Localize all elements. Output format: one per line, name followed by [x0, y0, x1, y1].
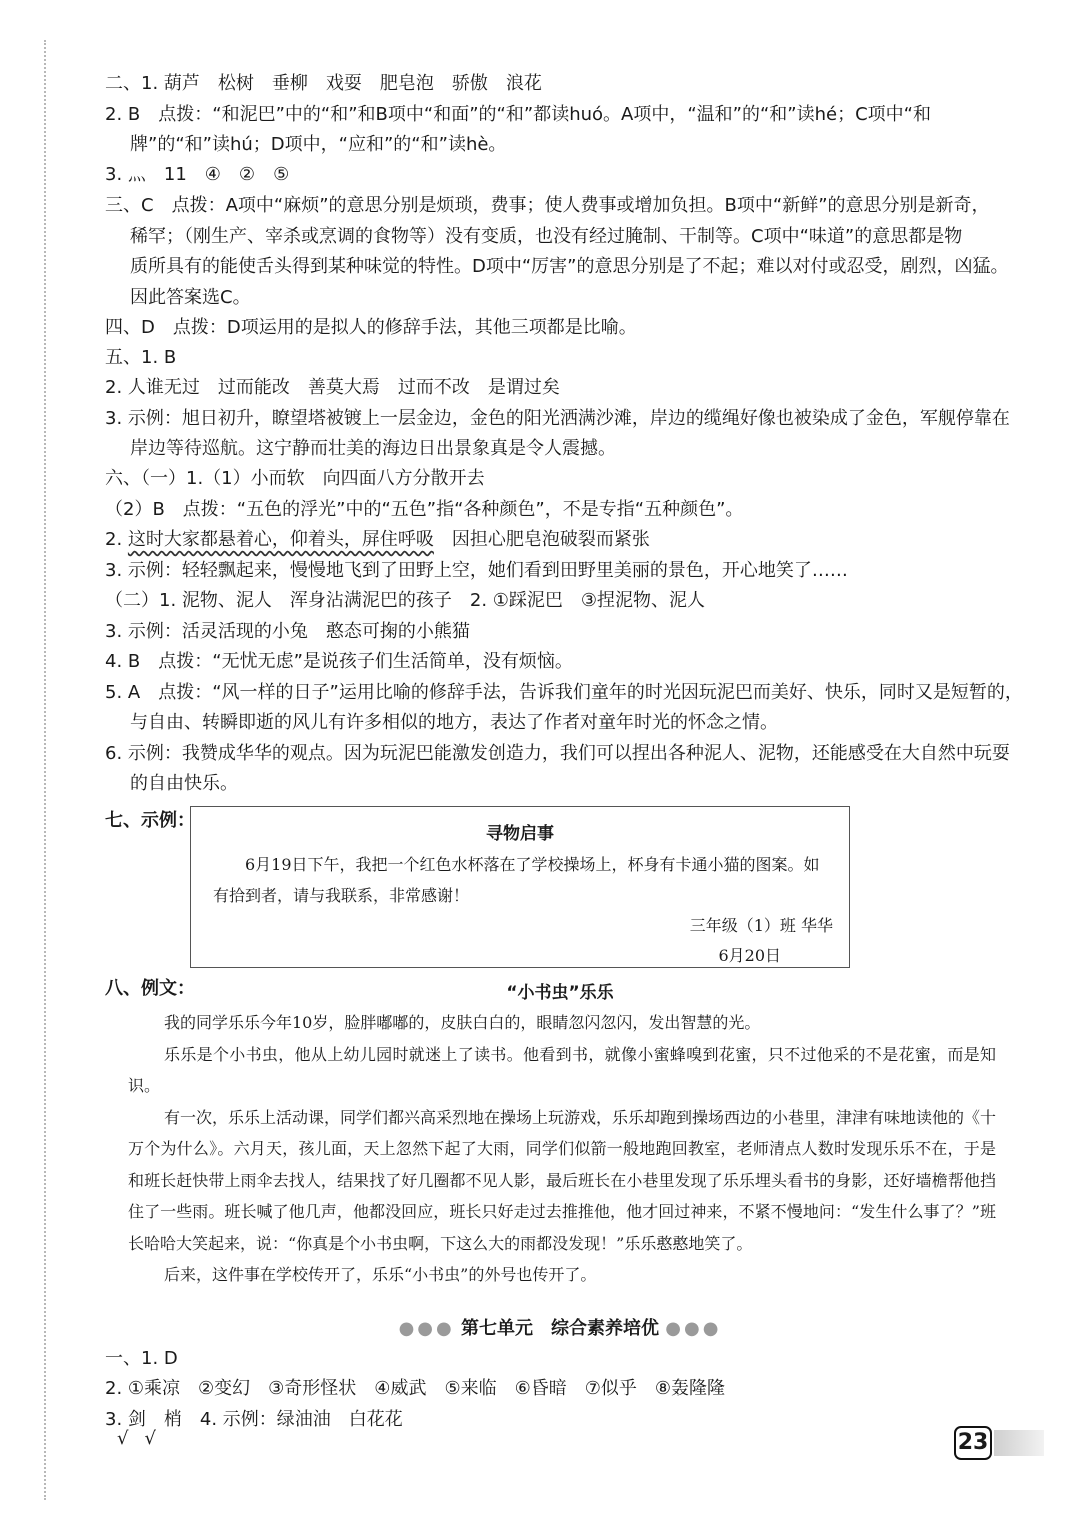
essay-body — [128, 1007, 996, 1291]
notice-title: 寻物启事 — [486, 824, 554, 844]
answer-line: 2. ①乘凉 ②变幻 ③奇形怪状 ④威武 ⑤来临 ⑥昏暗 ⑦似乎 ⑧轰隆隆 — [105, 1378, 725, 1399]
answer-line — [105, 529, 1005, 551]
notice-body-text: 6月19日下午，我把一个红色水杯落在了学校操场上，杯身有卡通小猫的图案。如有拾到者，请与我联系，非常感谢！ — [213, 855, 820, 905]
section-label: 八、例文： — [105, 978, 195, 999]
answer-line: 因此答案选C。 — [130, 287, 251, 308]
answer-line: （2）B 点拨：“五色的浮光”中的“五色”指“各种颜色”，不是专指“五种颜色”。 — [105, 499, 744, 520]
answer-line: 2. 人谁无过 过而能改 善莫大焉 过而不改 是谓过矣 — [105, 377, 560, 398]
answer-line: 三、C 点拨：A项中“麻烦”的意思分别是烦琐，费事；使人费事或增加负担。B项中“新鲜”的意思分别是新奇， — [105, 195, 990, 216]
answer-line: 3. 剑 梢 4. 示例：绿油油 白花花 — [105, 1409, 403, 1430]
page-number-bar — [994, 1430, 1044, 1456]
answer-line: 五、1. B — [105, 347, 177, 368]
essay-paragraph: 后来，这件事在学校传开了，乐乐“小书虫”的外号也传开了。 — [164, 1265, 597, 1284]
answer-line: 二、1. 葫芦 松树 垂柳 戏耍 肥皂泡 骄傲 浪花 — [105, 73, 542, 94]
answer-line: 3. 灬 11 ④ ② ⑤ — [105, 164, 290, 185]
underlined-quote: 这时大家都悬着心，仰着头，屏住呼吸 — [127, 529, 434, 550]
answer-line: 的自由快乐。 — [130, 773, 238, 794]
decor-dots-right: ●●● — [665, 1318, 722, 1339]
decor-dots-left: ●●● — [398, 1318, 455, 1339]
answer-line: 岸边等待巡航。这宁静而壮美的海边日出景象真是令人震撼。 — [130, 438, 616, 459]
notice-body — [213, 849, 831, 911]
answer-line: 六、（一）1.（1）小而软 向四面八方分散开去 — [105, 468, 485, 489]
answer-line: 3. 示例：轻轻飘起来，慢慢地飞到了田野上空，她们看到田野里美丽的景色，开心地笑了…… — [105, 560, 848, 581]
unit-heading — [290, 1314, 830, 1340]
binding-margin-line — [44, 40, 46, 1500]
essay-title: “小书虫”乐乐 — [506, 983, 614, 1003]
notice-date: 6月20日 — [718, 946, 781, 965]
answer-line: 4. B 点拨：“无忧无虑”是说孩子们生活简单，没有烦恼。 — [105, 651, 573, 672]
answer-line: 一、1. D — [105, 1348, 178, 1369]
answer-line: 2. B 点拨：“和泥巴”中的“和”和B项中“和面”的“和”都读huó。A项中，“温和”的“和”读hé；C项中“和 — [105, 104, 932, 125]
check-marks: √√ — [117, 1428, 172, 1449]
answer-line: 质所具有的能使舌头得到某种味觉的特性。D项中“厉害”的意思分别是了不起；难以对付或忍受，剧烈，凶猛。 — [130, 256, 1009, 277]
unit-heading-text: 第七单元 综合素养培优 — [461, 1318, 659, 1339]
answer-line: 5. A 点拨：“风一样的日子”运用比喻的修辞手法，告诉我们童年的时光因玩泥巴而美好、快乐，同时又是短暂的， — [105, 682, 1023, 703]
section-label: 七、示例： — [105, 810, 195, 831]
essay-paragraph: 我的同学乐乐今年10岁，脸胖嘟嘟的，皮肤白白的，眼睛忽闪忽闪，发出智慧的光。 — [164, 1013, 761, 1032]
answer-line: 牌”的“和”读hú；D项中，“应和”的“和”读hè。 — [130, 134, 507, 155]
essay-paragraph: 有一次，乐乐上活动课，同学们都兴高采烈地在操场上玩游戏，乐乐却跑到操场西边的小巷里，津津有味地读他的《十万个为什么》。六月天，孩儿面，天上忽然下起了大雨，同学们似箭一般地跑回教室，老师清点人数时发现乐乐不在，于是和班长赶快带上雨伞去找人，结果找了好几圈都不见人影，最后班长在小巷里发现了乐乐埋头看书的身影，还好墙檐帮他挡住了一些雨。班长喊了他几声，他都没回应，班长只好走过去推推他，他才回过神来，不紧不慢地问：“发生什么事了？”班长哈哈大笑起来，说：“你真是个小书虫啊，下这么大的雨都没发现！”乐乐憨憨地笑了。 — [128, 1107, 997, 1253]
answer-line: 四、D 点拨：D项运用的是拟人的修辞手法，其他三项都是比喻。 — [105, 317, 637, 338]
page-number: 23 — [954, 1426, 992, 1460]
answer-line: 6. 示例：我赞成华华的观点。因为玩泥巴能激发创造力，我们可以捏出各种泥人、泥物，还能感受在大自然中玩耍 — [105, 743, 1010, 764]
answer-line: （二）1. 泥物、泥人 浑身沾满泥巴的孩子 2. ①踩泥巴 ③捏泥物、泥人 — [105, 590, 706, 611]
answer-line: 3. 示例：旭日初升，瞭望塔被镀上一层金边，金色的阳光洒满沙滩，岸边的缆绳好像也被染成了金色，军舰停靠在 — [105, 408, 1010, 429]
essay-paragraph: 乐乐是个小书虫，他从上幼儿园时就迷上了读书。他看到书，就像小蜜蜂嗅到花蜜，只不过他采的不是花蜜，而是知识。 — [128, 1044, 996, 1095]
notice-signature: 三年级（1）班 华华 — [689, 916, 833, 935]
answer-line: 稀罕；（刚生产、宰杀或烹调的食物等）没有变质，也没有经过腌制、干制等。C项中“味道”的意思都是物 — [130, 226, 963, 247]
notice-signature-block — [690, 911, 833, 971]
answer-line: 与自由、转瞬即逝的风儿有许多相似的地方，表达了作者对童年时光的怀念之情。 — [130, 712, 778, 733]
answer-text: 因担心肥皂泡破裂而紧张 — [433, 529, 650, 550]
answer-line: 3. 示例：活灵活现的小兔 憨态可掬的小熊猫 — [105, 621, 470, 642]
lost-item-notice — [190, 806, 850, 968]
answer-number: 2. — [105, 529, 128, 550]
